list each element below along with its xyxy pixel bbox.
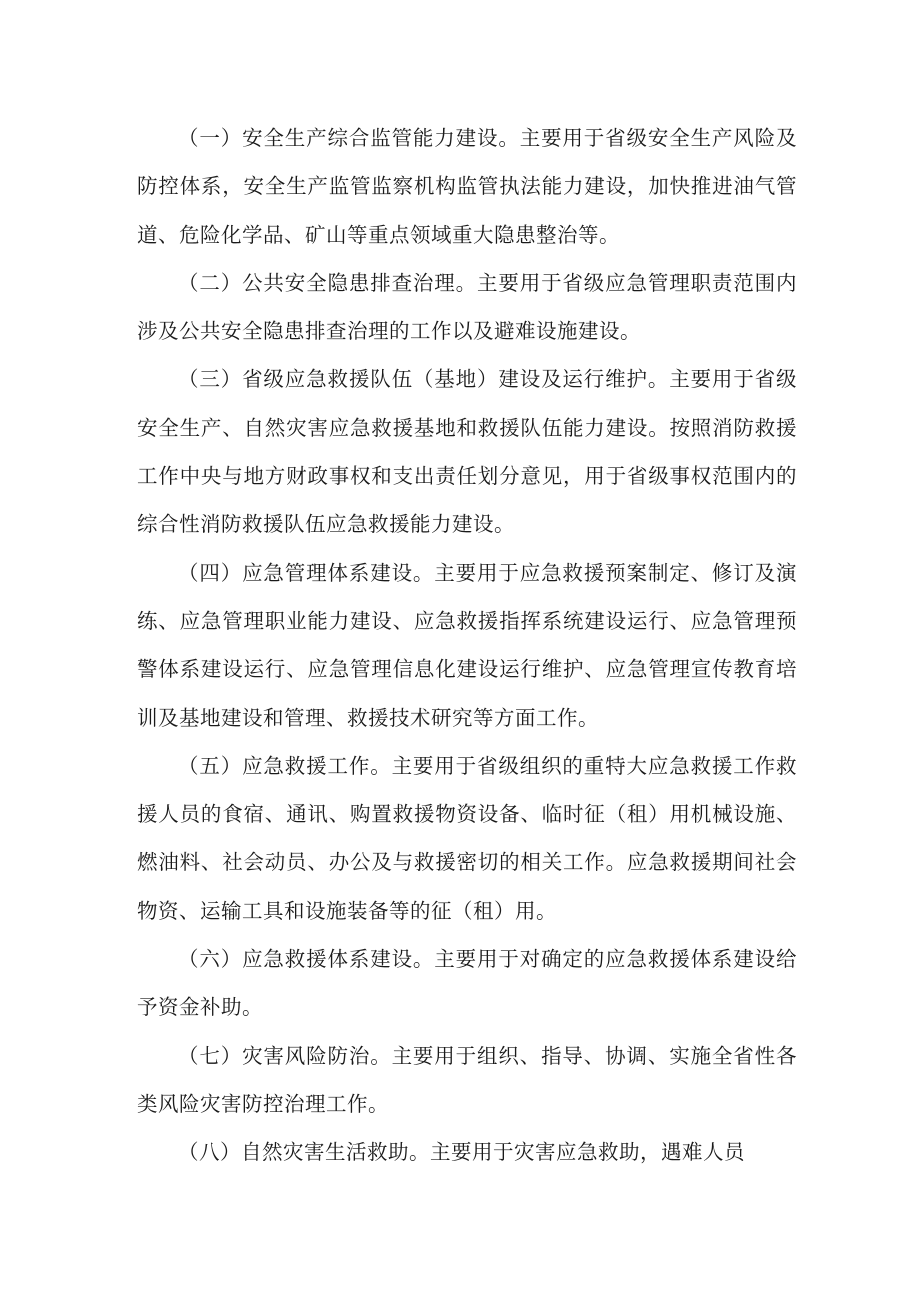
paragraph-2: （二）公共安全隐患排查治理。主要用于省级应急管理职责范围内涉及公共安全隐患排查治理的工作以及避难设施建设。	[137, 270, 797, 344]
paragraph-7: （七）灾害风险防治。主要用于组织、指导、协调、实施全省性各类风险灾害防控治理工作。	[137, 1043, 797, 1116]
paragraph-4: （四）应急管理体系建设。主要用于应急救援预案制定、修订及演练、应急管理职业能力建设、应急救援指挥系统建设运行、应急管理预警体系建设运行、应急管理信息化建设运行维护、应急管理宣传教育培训及基地建设和管理、救援技术研究等方面工作。	[137, 560, 797, 730]
paragraph-5: （五）应急救援工作。主要用于省级组织的重特大应急救援工作救援人员的食宿、通讯、购置救援物资设备、临时征（租）用机械设施、燃油料、社会动员、办公及与救援密切的相关工作。应急救援期间社会物资、运输工具和设施装备等的征（租）用。	[137, 753, 797, 923]
paragraph-1: （一）安全生产综合监管能力建设。主要用于省级安全生产风险及防控体系，安全生产监管监察机构监管执法能力建设，加快推进油气管道、危险化学品、矿山等重点领域重大隐患整治等。	[137, 126, 797, 247]
document-body	[137, 114, 797, 1177]
paragraph-8: （八）自然灾害生活救助。主要用于灾害应急救助，遇难人员	[178, 1140, 745, 1165]
paragraph-6: （六）应急救援体系建设。主要用于对确定的应急救援体系建设给予资金补助。	[137, 947, 797, 1020]
paragraph-3: （三）省级应急救援队伍（基地）建设及运行维护。主要用于省级安全生产、自然灾害应急救援基地和救援队伍能力建设。按照消防救援工作中央与地方财政事权和支出责任划分意见，用于省级事权范围内的综合性消防救援队伍应急救援能力建设。	[137, 367, 797, 537]
